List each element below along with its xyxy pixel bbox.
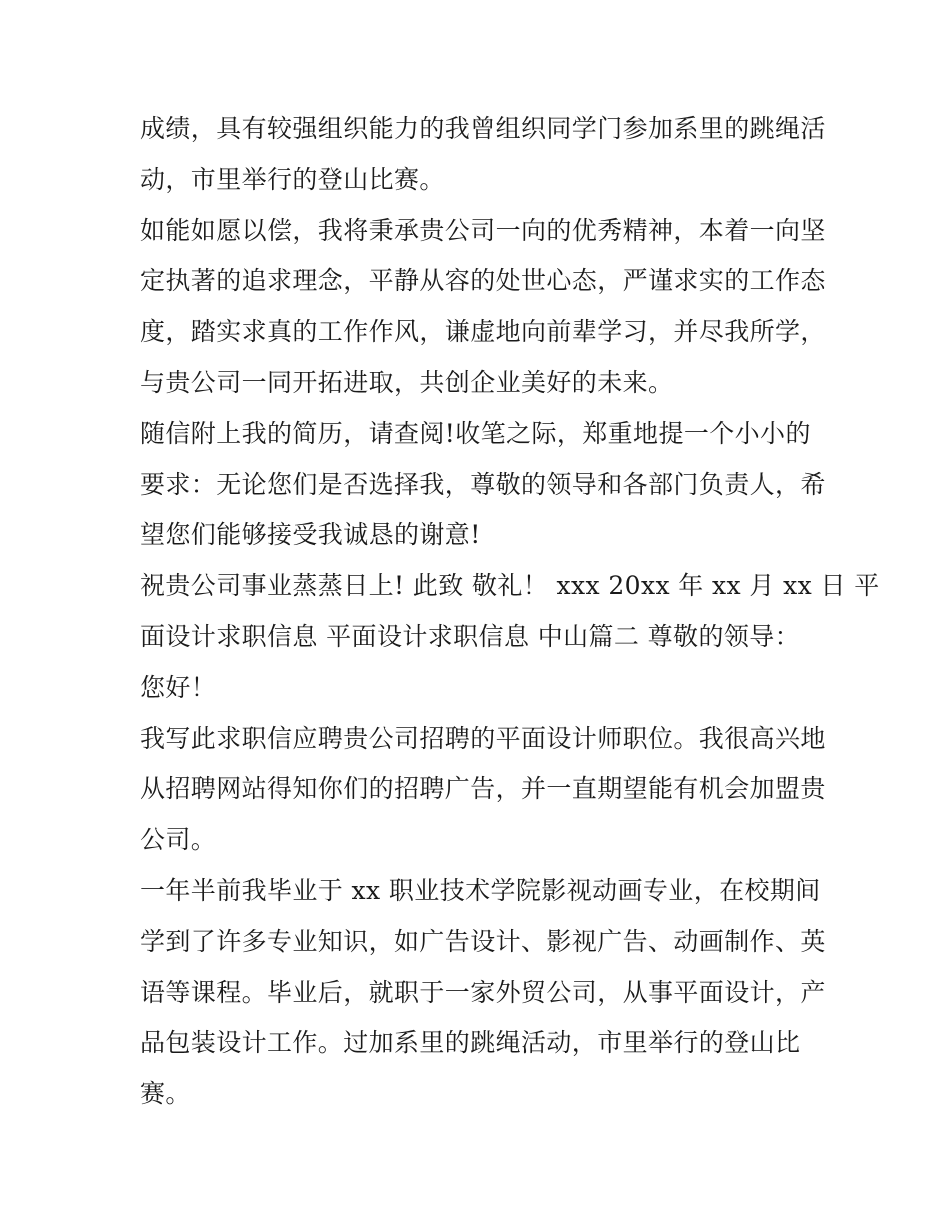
text-line: 祝贵公司事业蒸蒸日上! 此致 敬礼！ xxx 20xx 年 xx 月 xx 日 平	[140, 571, 880, 601]
text-line: 随信附上我的简历，请查阅!收笔之际，郑重地提一个小小的	[140, 418, 811, 448]
document-body	[140, 104, 880, 1120]
text-line: 从招聘网站得知你们的招聘广告，并一直期望能有机会加盟贵	[140, 774, 826, 804]
text-line: 度，踏实求真的工作作风，谦虚地向前辈学习，并尽我所学，	[140, 317, 826, 347]
text-line: 面设计求职信息 平面设计求职信息 中山篇二 尊敬的领导：	[140, 621, 801, 651]
text-line: 定执著的追求理念，平静从容的处世心态，严谨求实的工作态	[140, 266, 826, 296]
text-line: 学到了许多专业知识，如广告设计、影视广告、动画制作、英	[140, 926, 826, 956]
text-line: 赛。	[140, 1079, 191, 1109]
text-line: 成绩，具有较强组织能力的我曾组织同学门参加系里的跳绳活	[140, 114, 826, 143]
text-line: 我写此求职信应聘贵公司招聘的平面设计师职位。我很高兴地	[140, 723, 826, 753]
text-line: 公司。	[140, 825, 217, 855]
text-line: 动，市里举行的登山比赛。	[140, 164, 445, 194]
text-line: 品包装设计工作。过加系里的跳绳活动，市里举行的登山比	[140, 1028, 801, 1058]
text-line: 语等课程。毕业后，就职于一家外贸公司，从事平面设计，产	[140, 977, 826, 1007]
text-line: 如能如愿以偿，我将秉承贵公司一向的优秀精神，本着一向坚	[140, 215, 826, 245]
text-line: 要求：无论您们是否选择我，尊敬的领导和各部门负责人，希	[140, 469, 826, 499]
text-line: 望您们能够接受我诚恳的谢意!	[140, 520, 481, 550]
text-line: 您好！	[140, 672, 217, 702]
text-line: 与贵公司一同开拓进取，共创企业美好的未来。	[140, 367, 674, 397]
text-line: 一年半前我毕业于 xx 职业技术学院影视动画专业，在校期间	[140, 875, 821, 905]
